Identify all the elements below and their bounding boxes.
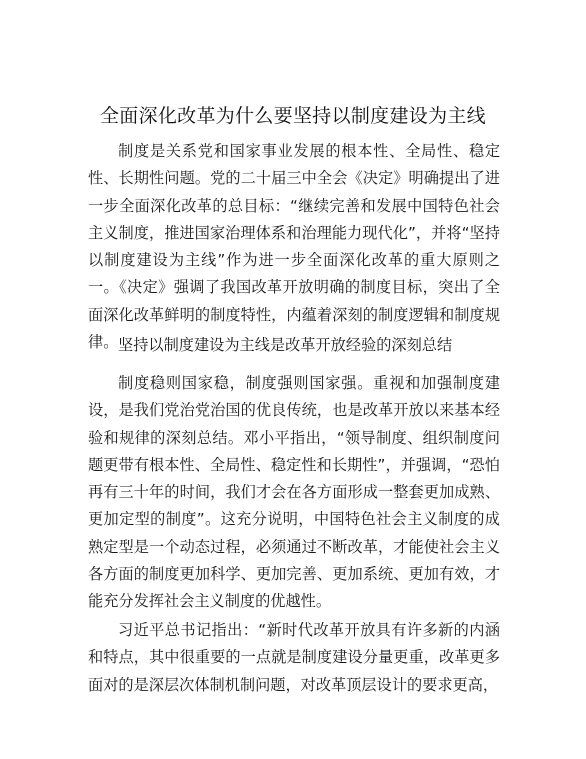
paragraph-2: 制度稳则国家稳，制度强则国家强。重视和加强制度建设，是我们党治党治国的优良传统，也是改革开放以来基本经验和规律的深刻总结。邓小平指出，“领导制度、组织制度问题更带有根本性、全局性、稳定性和长期性”，并强调，“恐怕再有三十年的时间，我们才会在各方面形成一整套更加成熟、更加定型的制度”。这充分说明，中国特色社会主义制度的成熟定型是一个动态过程，必须通过不断改革，才能使社会主义各方面的制度更加科学、更加完善、更加系统、更加有效，才能充分发挥社会主义制度的优越性。 xyxy=(88,374,500,611)
paragraph-1: 制度是关系党和国家事业发展的根本性、全局性、稳定性、长期性问题。党的二十届三中全会《决定》明确提出了进一步全面深化改革的总目标：“继续完善和发展中国特色社会主义制度，推进国家治理体系和治理能力现代化”，并将“坚持以制度建设为主线”作为进一步全面深化改革的重大原则之一。《决定》强调了我国改革开放明确的制度目标，突出了全面深化改革鲜明的制度特性，内蕴着深刻的制度逻辑和制度规律。 xyxy=(88,142,500,352)
document-title: 全面深化改革为什么要坚持以制度建设为主线 xyxy=(99,105,486,127)
section-subheading: 坚持以制度建设为主线是改革开放经验的深刻总结 xyxy=(118,336,453,354)
paragraph-3: 习近平总书记指出：“新时代改革开放具有许多新的内涵和特点，其中很重要的一点就是制度建设分量更重，改革更多面对的是深层次体制机制问题，对改革顶层设计的要求更高， xyxy=(88,621,500,694)
